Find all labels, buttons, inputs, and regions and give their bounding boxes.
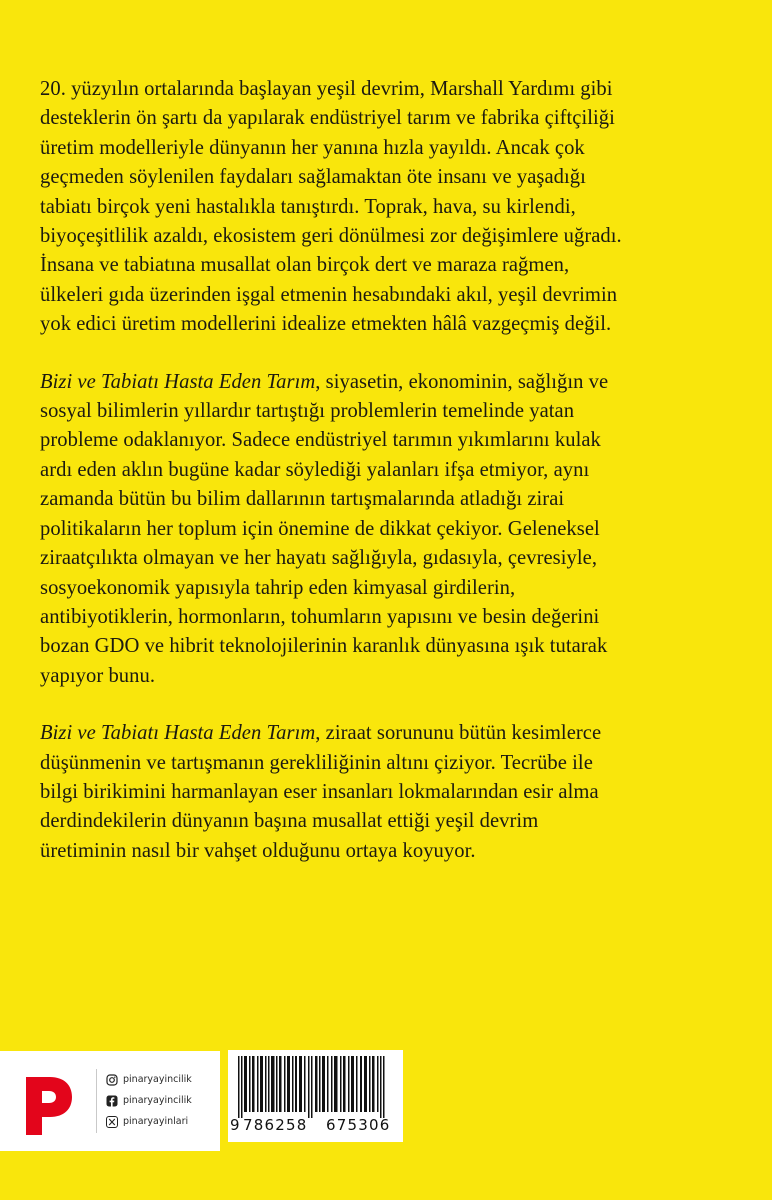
paragraph-2-line: sosyal bilimlerin yıllardır tartıştığı problemlerin temelinde yatan (40, 400, 575, 423)
social-link-instagram[interactable] (106, 1069, 216, 1090)
paragraph-2-line: politikaların her toplum için önemine de dikkat çekiyor. Geleneksel (40, 517, 600, 540)
x-handle: pinaryayinlari (123, 1116, 189, 1127)
blurb-text (40, 75, 740, 866)
paragraph-2-line: yapıyor bunu. (40, 664, 156, 687)
facebook-icon (106, 1095, 118, 1107)
paragraph-1-line: 20. yüzyılın ortalarında başlayan yeşil devrim, Marshall Yardımı gibi (40, 78, 613, 100)
paragraph-2 (40, 368, 740, 691)
paragraph-2-line: bozan GDO ve hibrit teknolojilerinin karanlık dünyasına ışık tutarak (40, 635, 608, 658)
paragraph-2-first-line-rest: , siyasetin, ekonominin, sağlığın ve (315, 370, 609, 393)
paragraph-1-line: tabiatı birçok yeni hastalıkla tanıştırdı. Toprak, hava, su kirlendi, (40, 195, 576, 218)
publisher-divider (96, 1069, 97, 1133)
instagram-handle: pinaryayincilik (123, 1074, 192, 1085)
paragraph-1-line: ülkeleri gıda üzerinden işgal etmenin hesabındaki akıl, yeşil devrimin (40, 283, 618, 306)
book-title-italic: Bizi ve Tabiatı Hasta Eden Tarım (40, 722, 316, 745)
paragraph-3-line: düşünmenin ve tartışmanın gerekliliğinin altını çiziyor. Tecrübe ile (40, 751, 593, 774)
facebook-handle: pinaryayincilik (123, 1095, 192, 1106)
paragraph-3 (40, 719, 740, 866)
social-link-x[interactable] (106, 1111, 216, 1132)
isbn-digits-right: 675306 (326, 1116, 391, 1134)
paragraph-1-line: İnsana ve tabiatına musallat olan birçok dert ve maraza rağmen, (40, 254, 570, 277)
isbn-lead-digit: 9 (230, 1116, 240, 1134)
paragraph-3-line: bilgi birikimini harmanlayan eser insanları lokmalarından esir alma (40, 780, 599, 803)
isbn-barcode (236, 1056, 396, 1118)
paragraph-3-line: derdindekilerin dünyanın başına musallat ettiği yeşil devrim (40, 810, 539, 833)
paragraph-2-line: sosyoekonomik yapısıyla tahrip eden kimyasal girdilerin, (40, 576, 516, 599)
paragraph-2-line: antibiyotiklerin, hormonların, tohumların yapısını ve besin değerini (40, 605, 600, 628)
social-link-facebook[interactable] (106, 1090, 216, 1111)
paragraph-2-line: probleme odaklanıyor. Sadece endüstriyel tarımın yıkımlarını kulak (40, 429, 601, 452)
book-title-italic: Bizi ve Tabiatı Hasta Eden Tarım (40, 370, 316, 393)
paragraph-2-line: ardı eden aklın bugüne kadar söylediği yalanları ifşa etmiyor, aynı (40, 458, 590, 481)
paragraph-2-line: ziraatçılıkta olmayan ve her hayatı sağlığıyla, gıdasıyla, çevresiyle, (40, 547, 598, 570)
social-links (106, 1069, 216, 1132)
paragraph-1-line: geçmeden söylenilen faydaları sağlamaktan öte insanı ve yaşadığı (40, 166, 586, 189)
publisher-panel (0, 1051, 220, 1151)
paragraph-1-line: biyoçeşitlilik azaldı, ekosistem geri dönülmesi zor değişimlere uğradı. (40, 225, 622, 248)
pinar-p-logo-icon (20, 1073, 76, 1139)
paragraph-1-line: desteklerin ön şartı da yapılarak endüstriyel tarım ve fabrika çiftçiliği (40, 107, 615, 130)
paragraph-3-line: üretiminin nasıl bir vahşet olduğunu ortaya koyuyor. (40, 839, 476, 862)
paragraph-2-first-line (40, 368, 740, 397)
x-icon (106, 1116, 118, 1128)
instagram-icon (106, 1074, 118, 1086)
isbn-digits-left: 786258 (243, 1116, 308, 1134)
paragraph-2-line: zamanda bütün bu bilim dallarının tartışmalarında atladığı zirai (40, 488, 565, 511)
paragraph-1-line: yok edici üretim modellerini idealize etmekten hâlâ vazgeçmiş değil. (40, 313, 612, 336)
paragraph-3-first-line (40, 719, 740, 748)
paragraph-1 (40, 75, 740, 340)
isbn-barcode-panel (228, 1050, 403, 1142)
paragraph-3-first-line-rest: , ziraat sorununu bütün kesimlerce (315, 722, 602, 745)
paragraph-1-line: üretim modelleriyle dünyanın her yanına hızla yayıldı. Ancak çok (40, 136, 585, 159)
